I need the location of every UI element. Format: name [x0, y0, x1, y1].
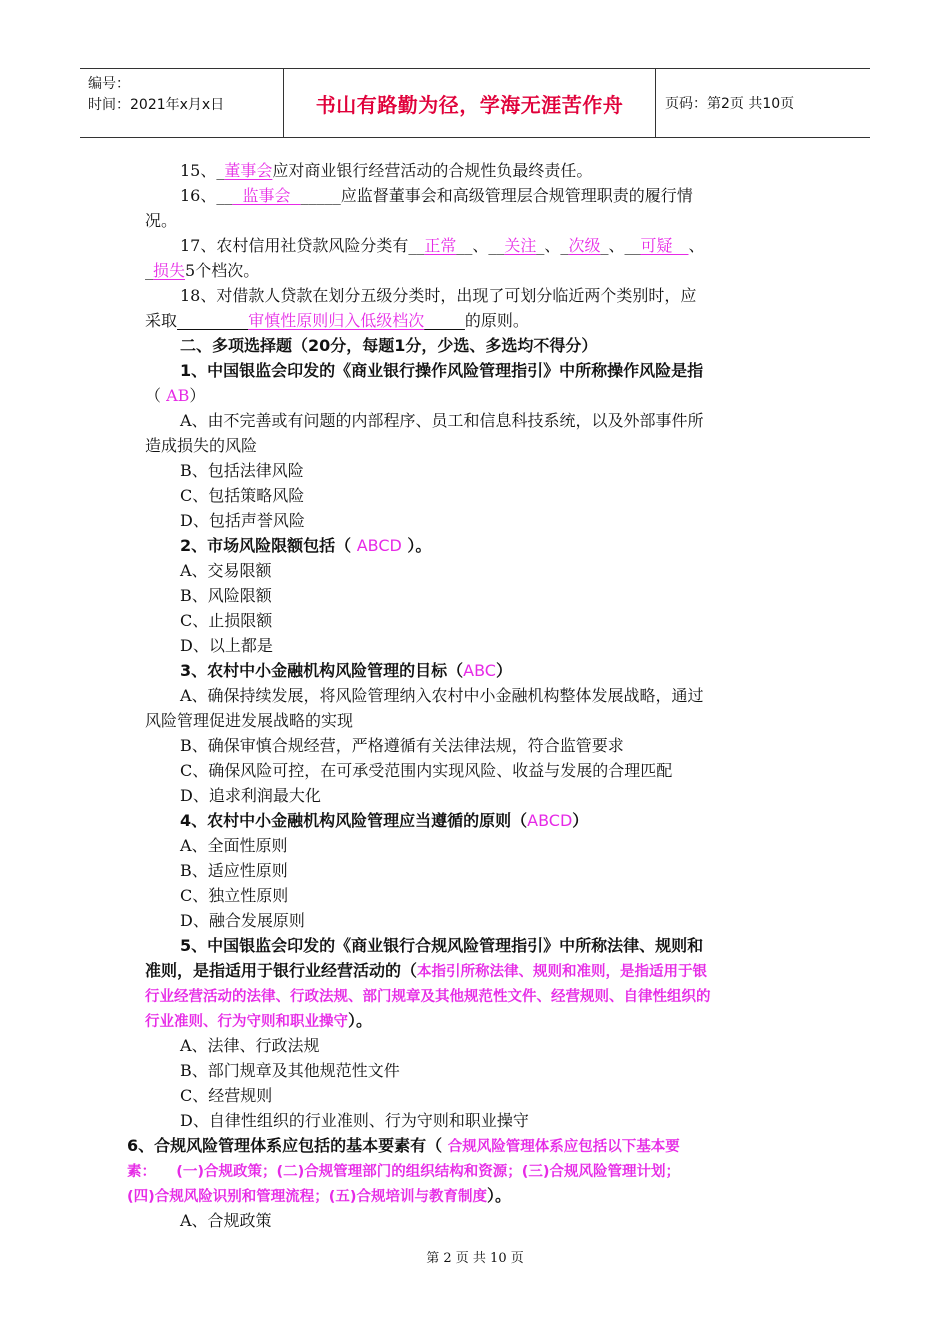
answer: 监事会 — [232, 186, 301, 205]
option: B、包括法律风险 — [180, 461, 304, 480]
answer: 本指引所称法律、规则和准则，是指适用于银 — [417, 964, 708, 980]
mc-question-5-cont: 准则，是指适用于银行业经营活动的（本指引所称法律、规则和准则，是指适用于银 — [145, 961, 708, 980]
answer: ABC — [463, 661, 496, 680]
option: C、包括策略风险 — [180, 486, 305, 505]
option: B、部门规章及其他规范性文件 — [180, 1061, 400, 1080]
question-18-cont: 采取 审慎性原则归入低级档次 的原则。 — [145, 311, 529, 330]
option: D、融合发展原则 — [180, 911, 305, 930]
option: D、包括声誉风险 — [180, 511, 305, 530]
answer: 董事会 — [224, 161, 273, 180]
option: B、适应性原则 — [180, 861, 288, 880]
mc-question-1-answer: （ AB） — [145, 386, 206, 405]
question-17-cont: _损失5个档次。 — [145, 261, 260, 280]
header-motto: 书山有路勤为径，学海无涯苦作舟 — [283, 69, 656, 137]
mc-question-1: 1、中国银监会印发的《商业银行操作风险管理指引》中所称操作风险是指 — [180, 361, 704, 380]
mc-question-6-answer-end: (四)合规风险识别和管理流程；(五)合规培训与教育制度）。 — [127, 1186, 512, 1205]
option: C、独立性原则 — [180, 886, 289, 905]
option: D、自律性组织的行业准则、行为守则和职业操守 — [180, 1111, 529, 1130]
mc-question-4: 4、农村中小金融机构风险管理应当遵循的原则（ABCD） — [180, 811, 589, 830]
option: D、追求利润最大化 — [180, 786, 321, 805]
question-15: 15、_董事会应对商业银行经营活动的合规性负最终责任。 — [180, 161, 593, 180]
answer: 审慎性原则归入低级档次 — [248, 311, 425, 330]
option: B、风险限额 — [180, 586, 272, 605]
option: A、合规政策 — [180, 1211, 272, 1230]
mc-question-6-answer: 素： (一)合规政策；(二)合规管理部门的组织结构和资源；(三)合规风险管理计划； — [127, 1164, 680, 1180]
page-footer: 第 2 页 共 10 页 — [426, 1251, 524, 1266]
option: C、经营规则 — [180, 1086, 273, 1105]
question-18: 18、对借款人贷款在划分五级分类时，出现了可划分临近两个类别时，应 — [180, 286, 697, 305]
question-16-cont: 况。 — [145, 211, 178, 230]
option: A、全面性原则 — [180, 836, 288, 855]
mc-question-3: 3、农村中小金融机构风险管理的目标（ABC） — [180, 661, 512, 680]
answer: ABCD — [356, 536, 402, 555]
document-body — [127, 158, 807, 1233]
option: A、由不完善或有问题的内部程序、员工和信息科技系统，以及外部事件所 — [180, 411, 704, 430]
answer: 损失 — [153, 261, 186, 280]
option: C、确保风险可控，在可承受范围内实现风险、收益与发展的合理匹配 — [180, 761, 673, 780]
option: D、以上都是 — [180, 636, 273, 655]
option-cont: 风险管理促进发展战略的实现 — [145, 711, 354, 730]
mc-question-5-answer: 行业经营活动的法律、行政法规、部门规章及其他规范性文件、经营规则、自律性组织的 — [145, 989, 711, 1005]
section-title: 二、多项选择题（20分，每题1分，少选、多选均不得分） — [180, 336, 598, 355]
mc-question-5: 5、中国银监会印发的《商业银行合规风险管理指引》中所称法律、规则和 — [180, 936, 704, 955]
page-header — [80, 68, 870, 138]
answer: AB — [166, 386, 190, 405]
answer: 次级 — [568, 236, 601, 255]
answer: 可疑__ — [640, 236, 689, 255]
mc-question-6: 6、合规风险管理体系应包括的基本要素有（ 合规风险管理体系应包括以下基本要 — [127, 1136, 680, 1155]
option-cont: 造成损失的风险 — [145, 436, 258, 455]
answer: ABCD — [527, 811, 573, 830]
option: B、确保审慎合规经营，严格遵循有关法律法规，符合监管要求 — [180, 736, 624, 755]
option: C、止损限额 — [180, 611, 273, 630]
header-page-info: 页码：第2页 共10页 — [665, 96, 795, 112]
option: A、交易限额 — [180, 561, 272, 580]
date-label: 时间：2021年x月x日 — [88, 97, 225, 113]
answer: 正常 — [424, 236, 457, 255]
serial-number-label: 编号： — [88, 76, 130, 92]
option: A、确保持续发展，将风险管理纳入农村中小金融机构整体发展战略，通过 — [180, 686, 704, 705]
answer: 关注 — [504, 236, 537, 255]
question-17: 17、农村信用社贷款风险分类有__正常__、__关注_、_次级_、__可疑__、 — [180, 236, 705, 255]
mc-question-5-answer-end: 行业准则、行为守则和职业操守）。 — [145, 1011, 373, 1030]
option: A、法律、行政法规 — [180, 1036, 320, 1055]
header-meta — [80, 69, 288, 137]
mc-question-2: 2、市场风险限额包括（ ABCD ）。 — [180, 536, 432, 555]
question-16: 16、__ 监事会 _____应监督董事会和高级管理层合规管理职责的履行情 — [180, 186, 693, 205]
answer: 合规风险管理体系应包括以下基本要 — [447, 1139, 680, 1155]
